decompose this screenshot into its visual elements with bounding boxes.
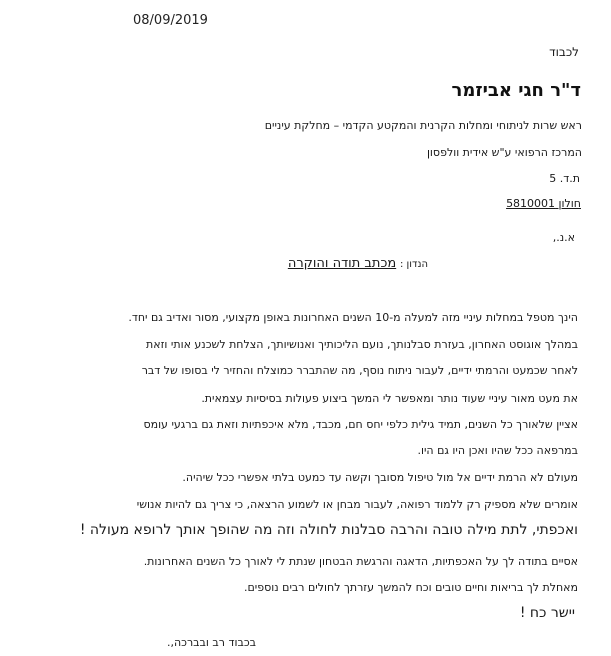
recipient-center: המרכז הרפואי ע"ש אידית וולפסון bbox=[426, 146, 582, 159]
body-line: מאחלת לך בריאות וחיים טובים וכח להמשך עזרתך לחולים רבים נוספים. bbox=[244, 581, 578, 594]
body-line: אומרים שלא מספיק רק ללמוד רפואה, לעבור מבחן או לשמוע הרצאה, כי צריך גם להיות אנושי bbox=[136, 498, 578, 511]
recipient-po-box: ת.ד. 5 bbox=[549, 172, 580, 185]
body-line: את מעט מאור עיניי שעוד נותר ומאפשר לי המשך ביצוע פעולות בסיסיות עצמאית. bbox=[201, 392, 578, 405]
body-line: לאחר שכמעט והרמתי ידיים, לעבור ניתוח נוסף, מה שהתברר כמוצלח והחזיר לי בסופו של דבר bbox=[141, 364, 578, 377]
subject-text: מכתב תודה והוקרה bbox=[287, 256, 397, 271]
greeting: א.נ., bbox=[552, 231, 575, 244]
recipient-name: ד"ר חגי אביזמר bbox=[451, 80, 581, 101]
body-line: הינך מטפל במחלות עיניי מזה למעלה מ-10 השנים האחרונות באופן מקצועי, מסור ואדיב גם יחד. bbox=[128, 311, 578, 324]
signoff: בכבוד רב ובברכה,. bbox=[166, 636, 256, 649]
body-line: אציין שלאורך כל השנים, תמיד גילית כלפי יחס חם, מכבד, מלא איכפתיות וזאת גם ברגעי עומס bbox=[143, 418, 578, 431]
subject-line bbox=[288, 256, 428, 271]
body-line: מעולם לא הרמת ידיים אל מול טיפול מסובך וקשה עד כמעט בלתי אפשרי ככל שיהיה. bbox=[182, 471, 578, 484]
recipient-title: ראש שרות לניתוחי ומחלות הקרנית והמקטע הקדמי – מחלקת עיניים bbox=[264, 119, 582, 132]
salutation: לכבוד bbox=[549, 45, 579, 59]
letter-date: 08/09/2019 bbox=[133, 13, 208, 28]
body-line: במהלך אוגוסט האחרון, בעזרת סבלנותך, נועם הליכותיך ואנושיותך, הצלחת לשכנע אותי וזאת bbox=[146, 338, 578, 351]
subject-label: הנדון : bbox=[400, 259, 428, 270]
recipient-city: חולון 5810001 bbox=[506, 197, 581, 210]
body-line: אסיים בתודה לך על האכפתיות, הדאגה והרגשת הבטחון שנתת לי לאורך כל השנים האחרונות. bbox=[143, 555, 578, 568]
blessing: יישר כח ! bbox=[519, 605, 575, 621]
body-line-emphasis: ואכפתי, לתת מילה טובה והרבה סבלנות לחולה וזה מה שהופך אותך לרופא מעולה ! bbox=[79, 522, 578, 538]
body-line: במרפאה ככל שהיו ואכן היו גם היו. bbox=[417, 444, 578, 457]
